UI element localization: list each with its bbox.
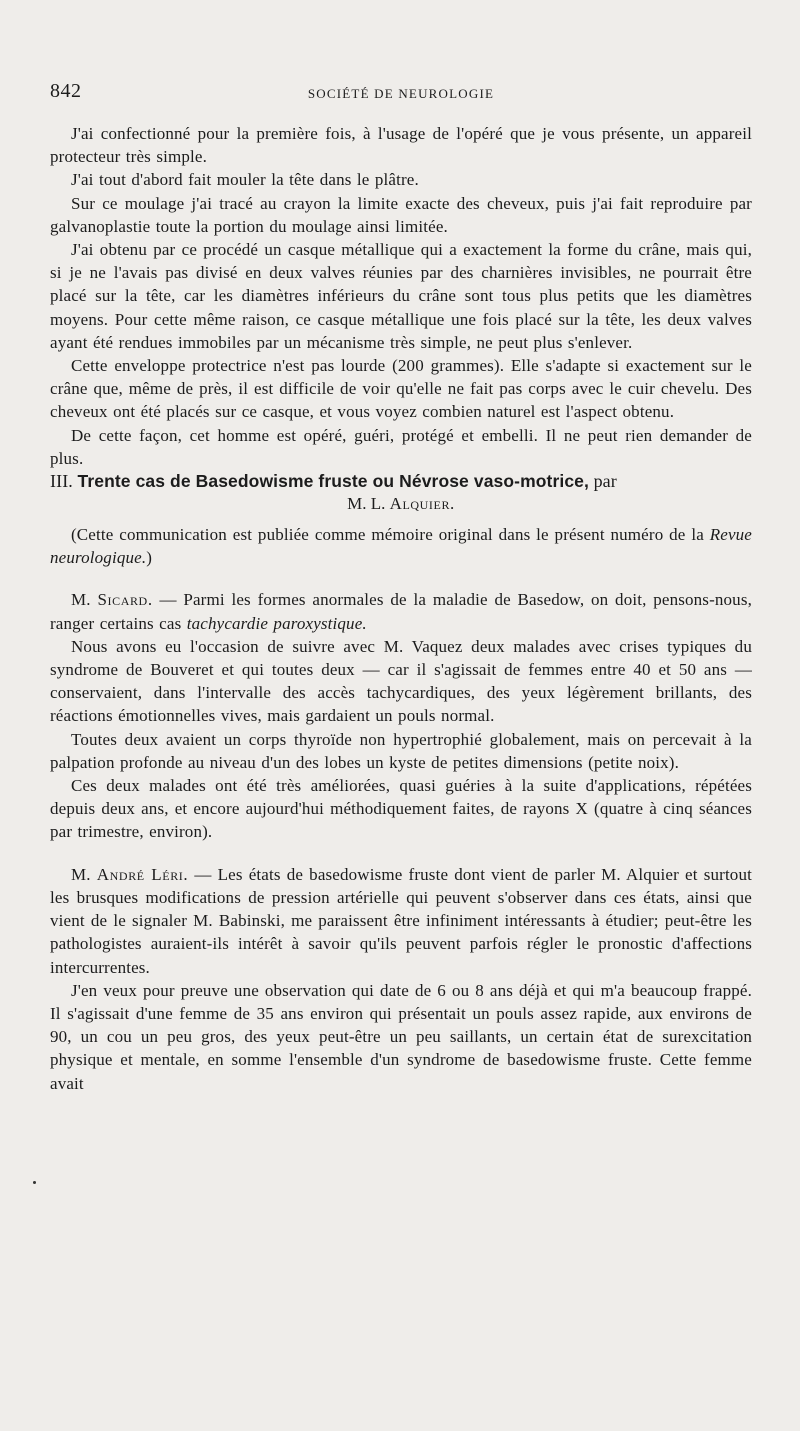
paragraph: De cette façon, cet homme est opéré, guéri, protégé et embelli. Il ne peut rien demander de plus. bbox=[50, 425, 752, 468]
page-header bbox=[50, 80, 752, 110]
speaker-paragraph-sicard bbox=[50, 588, 752, 634]
medical-term: tachycardie paroxystique. bbox=[186, 613, 367, 633]
speaker-paragraph-leri bbox=[50, 863, 752, 979]
paragraph: J'ai tout d'abord fait mouler la tête dans le plâtre. bbox=[71, 170, 419, 190]
ink-speck bbox=[33, 1181, 36, 1184]
paragraph: Ces deux malades ont été très améliorées, quasi guéries à la suite d'applications, répétées depuis deux ans, et encore aujourd'hui méthodiquement faites, de rayons X (quatre à cinq séances par trimestre, environ). bbox=[50, 776, 752, 842]
note-close: ) bbox=[146, 548, 153, 568]
paragraph: J'ai confectionné pour la première fois, à l'usage de l'opéré que je vous présente, un appareil protecteur très simple. bbox=[50, 124, 752, 167]
section-number: III. bbox=[50, 471, 73, 492]
section-by: par bbox=[593, 471, 617, 492]
speaker-name: Sicard. bbox=[97, 590, 153, 610]
author-prefix: M. L. bbox=[347, 494, 386, 514]
speaker-name: André Léri. bbox=[96, 864, 189, 884]
paragraph: Cette enveloppe protectrice n'est pas lourde (200 grammes). Elle s'adapte si exactement sur le crâne que, même de près, il est difficile de voir qu'elle ne fait pas corps avec le cuir chevelu. Des cheveux ont été placés sur ce casque, et vous voyez combien naturel est l'aspect obtenu. bbox=[50, 356, 752, 422]
section-title: Trente cas de Basedowisme fruste ou Névrose vaso-motrice, bbox=[77, 471, 589, 492]
editorial-note bbox=[50, 523, 752, 569]
section-author bbox=[50, 493, 752, 515]
speaker-prefix: M. bbox=[71, 590, 91, 610]
paragraph: Nous avons eu l'occasion de suivre avec M. Vaquez deux malades avec crises typiques du syndrome de Bouveret et qui toutes deux — car il s'agissait de femmes entre 40 et 50 ans — conservaient, dans l'intervalle des accès tachycardiques, des yeux légèrement brillants, des réactions émotionnelles vives, mais gardaient un pouls normal. bbox=[50, 636, 752, 726]
speaker-intro: — Parmi les formes anormales de la maladie de Basedow, on doit, pensons-nous, ranger certains cas bbox=[50, 590, 752, 633]
journal-title: Revue neurologique. bbox=[50, 525, 752, 568]
section-heading bbox=[50, 470, 752, 493]
paragraph: J'ai obtenu par ce procédé un casque métallique qui a exactement la forme du crâne, mais qui, si je ne l'avais pas divisé en deux valves réunies par des charnières invisibles, ne pourrait être placé sur la tête, car les diamètres inférieurs du crâne sont tous plus petits que les diamètres moyens. Pour cette même raison, ce casque métallique une fois placé sur la tête, les deux valves ayant été rendues immobiles par un mécanisme très simple, ne peut plus s'enlever. bbox=[50, 240, 752, 352]
body-text bbox=[50, 122, 752, 1095]
page-number: 842 bbox=[50, 80, 82, 102]
running-head: SOCIÉTÉ DE NEUROLOGIE bbox=[307, 86, 495, 101]
paragraph: J'en veux pour preuve une observation qui date de 6 ou 8 ans déjà et qui m'a beaucoup frappé. Il s'agissait d'une femme de 35 ans environ qui présentait un pouls assez rapide, aux environs de 90, un cou un peu gros, des yeux peut-être un peu saillants, un certain état de surexcitation physique et mentale, en somme l'ensemble d'un syndrome de basedowisme fruste. Cette femme avait bbox=[50, 980, 752, 1093]
speaker-intro: — Les états de basedowisme fruste dont vient de parler M. Alquier et surtout les brusques modifications de pression artérielle qui peuvent s'observer dans ces états, ainsi que vient de le signaler M. Babinski, me paraissent être infiniment intéressants à étudier; peut-être les pathologistes auraient-ils intérêt à savoir qu'ils peuvent parfois régler le pronostic d'affections intercurrentes. bbox=[50, 864, 752, 977]
paragraph: Sur ce moulage j'ai tracé au crayon la limite exacte des cheveux, puis j'ai fait reproduire par galvanoplastie toute la portion du moulage ainsi limitée. bbox=[50, 193, 752, 236]
author-name: Alquier. bbox=[389, 494, 455, 514]
speaker-prefix: M. bbox=[71, 864, 91, 884]
note-text: (Cette communication est publiée comme mémoire original dans le présent numéro de la bbox=[71, 525, 704, 545]
paragraph: Toutes deux avaient un corps thyroïde non hypertrophié globalement, mais on percevait à la palpation profonde au niveau d'un des lobes un kyste de petites dimensions (petite noix). bbox=[50, 729, 752, 772]
